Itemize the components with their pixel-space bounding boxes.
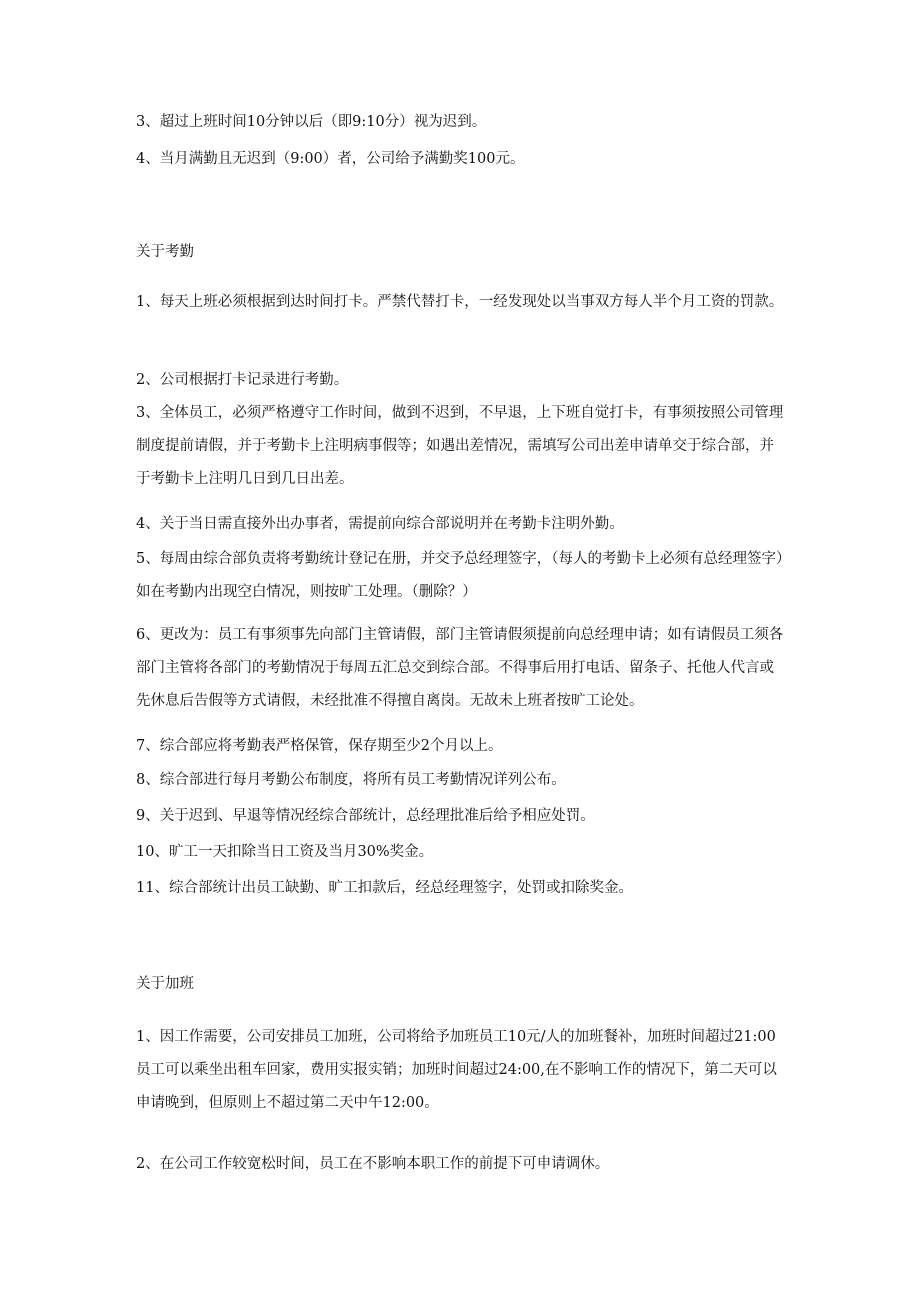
section-heading-overtime: 关于加班: [136, 976, 194, 992]
attendance-item: 9、关于迟到、早退等情况经综合部统计，总经理批准后给予相应处罚。: [136, 808, 595, 824]
attendance-item: 2、公司根据打卡记录进行考勤。: [136, 372, 349, 388]
attendance-item: 10、旷工一天扣除当日工资及当月30%奖金。: [136, 844, 434, 860]
attendance-item: 1、每天上班必须根据到达时间打卡。严禁代替打卡，一经发现处以当事双方每人半个月工资的罚款。: [136, 294, 784, 310]
overtime-item: 2、在公司工作较宽松时间，员工在不影响本职工作的前提下可申请调休。: [136, 1156, 610, 1172]
overtime-item: 1、因工作需要，公司安排员工加班，公司将给予加班员工10元/人的加班餐补，加班时间超过21:00员工可以乘坐出租车回家，费用实报实销；加班时间超过24:00,在不影响工作的情况下，第二天可以申请晚到，但原则上不超过第二天中午12:00。: [136, 1029, 777, 1111]
attendance-item: 4、关于当日需直接外出办事者，需提前向综合部说明并在考勤卡注明外勤。: [136, 516, 624, 532]
rule-item: 3、超过上班时间10分钟以后（即9:10分）视为迟到。: [136, 114, 487, 130]
attendance-item: 5、每周由综合部负责将考勤统计登记在册，并交予总经理签字，（每人的考勤卡上必须有总经理签字）如在考勤内出现空白情况，则按旷工处理。（删除？）: [136, 551, 784, 600]
attendance-item: 8、综合部进行每月考勤公布制度，将所有员工考勤情况详列公布。: [136, 772, 566, 788]
section-heading-attendance: 关于考勤: [136, 244, 194, 260]
attendance-item: 3、全体员工，必须严格遵守工作时间，做到不迟到，不早退，上下班自觉打卡，有事须按照公司管理制度提前请假，并于考勤卡上注明病事假等；如遇出差情况，需填写公司出差申请单交于综合部，并于考勤卡上注明几日到几日出差。: [136, 405, 784, 487]
rule-item: 4、当月满勤且无迟到（9:00）者，公司给予满勤奖100元。: [136, 151, 525, 167]
attendance-item: 11、综合部统计出员工缺勤、旷工扣款后，经总经理签字，处罚或扣除奖金。: [136, 880, 633, 896]
attendance-item: 7、综合部应将考勤表严格保管，保存期至少2个月以上。: [136, 738, 503, 754]
attendance-item: 6、更改为：员工有事须事先向部门主管请假，部门主管请假须提前向总经理申请；如有请假员工须各部门主管将各部门的考勤情况于每周五汇总交到综合部。不得事后用打电话、留条子、托他人代言或先休息后告假等方式请假，未经批准不得擅自离岗。无故未上班者按旷工论处。: [136, 627, 784, 709]
